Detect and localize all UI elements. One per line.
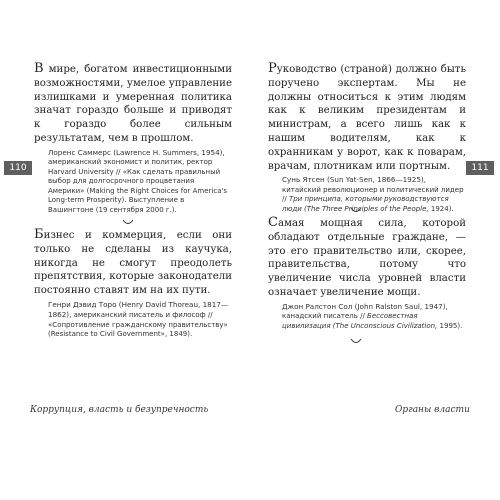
author-description: американский экономист и политик, ректор Harvard University // «Как сделать правильный выбор для долгосрочного процветания Америки» (Making the Right Choices for America's Long-term Prosperity). Выступление в Вашингтоне (19 сентября 2000 г.). [48, 158, 228, 214]
author-name: Генри Дэвид Торо (Henry David Thoreau, 1817—1862), [48, 299, 229, 320]
quote-initial: В [34, 61, 44, 76]
quote-thoreau [34, 228, 232, 340]
quote-text: изнес и коммерция, если они только не сделаны из каучука, никогда не смогут преодолеть препятствия, которые законодатели постоянно ставят им на их пути. [34, 230, 232, 297]
divider-ornament [122, 219, 134, 226]
quote-initial: С [268, 215, 278, 230]
quote-summers [34, 62, 232, 215]
quote-initial: Р [268, 61, 277, 76]
author-description: американский писатель и философ // «Сопротивление гражданскому правительству» (Resistance to Civil Government», 1849). [48, 311, 228, 339]
quote-citation [48, 300, 232, 340]
quote-citation [282, 302, 466, 332]
running-footer-right: Органы власти [395, 405, 470, 415]
author-name: Джон Ралстон Сол (John Ralston Saul, 1947), [282, 301, 448, 311]
quote-text: мире, богатом инвестиционными возможностями, умелое управление излишками и умеренная политика значат гораздо больше и приводят к гораздо более сильным результатам, чем в прошлом. [34, 64, 232, 144]
quote-citation [282, 175, 466, 214]
author-description: китайский революционер и политический лидер // [282, 185, 464, 204]
work-year: 1924). [428, 204, 454, 213]
author-description: канадский писатель // [282, 312, 368, 321]
work-title: Три принципа, которыми руководствуются люди (The Three Principles of the People, [282, 195, 449, 213]
quote-sun-yat-sen [268, 62, 466, 214]
author-name: Сунь Ятсен (Sun Yat-Sen, 1866—1925), [282, 175, 426, 185]
right-page [250, 0, 500, 500]
quote-initial: Б [34, 227, 44, 242]
quote-text: амая мощная сила, которой обладают отдельные граждане, — это его правительство или, скорее, правительства, потому что увеличение числа уровней власти означает увеличение мощи. [268, 218, 466, 298]
divider-ornament [350, 207, 362, 214]
page-number-right: 111 [466, 161, 494, 175]
page-number-left: 110 [4, 161, 32, 175]
work-year: 1995). [437, 321, 463, 330]
author-name: Лоренс Саммерс (Lawrence H. Summers, 1954), [48, 147, 225, 157]
quote-citation [48, 148, 232, 216]
work-title: Бессовестная цивилизация (The Unconscious Civilization, [282, 312, 438, 330]
quote-saul [268, 216, 466, 331]
running-footer-left: Коррупция, власть и безупречность [30, 405, 209, 415]
divider-ornament [350, 338, 362, 345]
quote-text: уководство (страной) должно быть поручено экспертам. Мы не должны относиться к этим людям как к великим президентам и министрам, а всего лишь как к нашим водителям, как к охранникам у ворот, как к поварам, врачам, плотникам или портным. [268, 64, 466, 172]
